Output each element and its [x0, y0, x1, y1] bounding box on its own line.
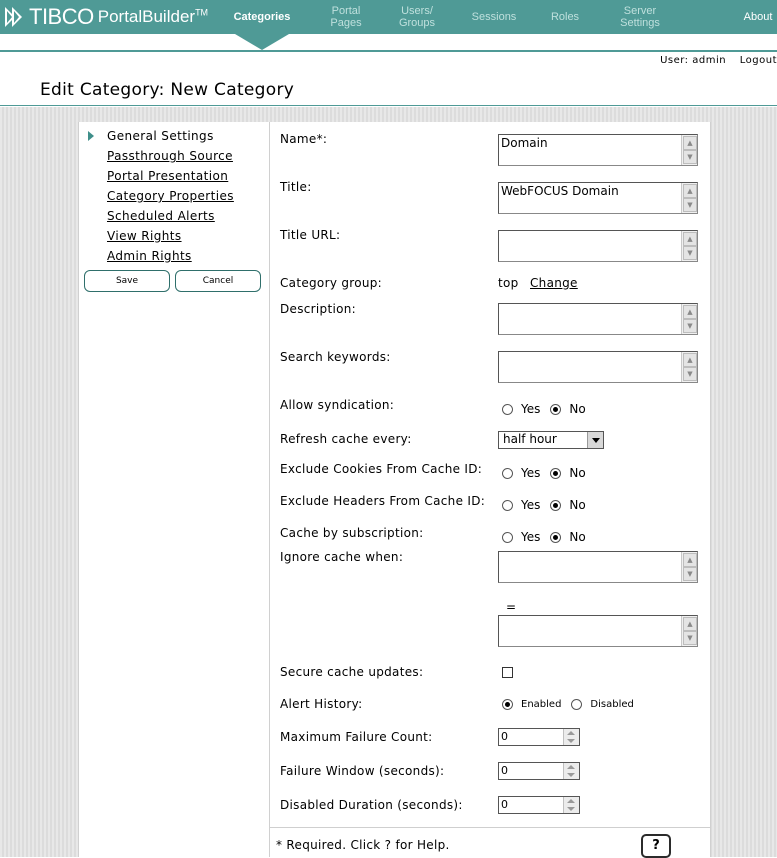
allow-syndication-label: Allow syndication: — [280, 398, 395, 412]
name-scrollbar[interactable] — [681, 135, 697, 165]
exclude-headers-options: Yes No — [502, 498, 596, 512]
scroll-down-icon[interactable]: ▼ — [683, 567, 697, 581]
alert-history-disabled-radio[interactable] — [571, 699, 582, 710]
nav-server-settings[interactable]: Server Settings — [620, 5, 660, 29]
secure-cache-label: Secure cache updates: — [280, 665, 424, 679]
general-settings-form — [269, 122, 711, 857]
refresh-cache-label: Refresh cache every: — [280, 432, 412, 446]
user-info — [650, 55, 777, 66]
cancel-button[interactable]: Cancel — [175, 270, 261, 292]
scroll-down-icon[interactable]: ▼ — [683, 367, 697, 381]
ignore-cache-label: Ignore cache when: — [280, 550, 404, 564]
max-failure-label: Maximum Failure Count: — [280, 730, 433, 744]
scroll-down-icon[interactable]: ▼ — [683, 631, 697, 645]
name-label: Name*: — [280, 132, 328, 146]
help-button[interactable]: ? — [641, 834, 671, 858]
sidebar-item-scheduled-alerts[interactable]: Scheduled Alerts — [107, 209, 215, 223]
search-keywords-field[interactable] — [498, 351, 698, 383]
exclude-headers-no-radio[interactable] — [550, 500, 561, 511]
nav-sessions[interactable]: Sessions — [471, 11, 517, 23]
failure-window-label: Failure Window (seconds): — [280, 764, 445, 778]
secure-cache-checkbox[interactable] — [502, 667, 513, 678]
sidebar-item-admin-rights[interactable]: Admin Rights — [107, 249, 192, 263]
cache-by-subscription-options: Yes No — [502, 530, 596, 544]
stepper-arrows-icon[interactable] — [563, 763, 579, 779]
active-tab-caret-icon — [235, 34, 289, 50]
stepper-arrows-icon[interactable] — [563, 797, 579, 813]
save-button[interactable]: Save — [84, 270, 170, 292]
title-scrollbar[interactable] — [681, 183, 697, 213]
exclude-cookies-label: Exclude Cookies From Cache ID: — [280, 462, 483, 476]
nav-roles[interactable]: Roles — [550, 11, 580, 23]
required-note: * Required. Click ? for Help. — [276, 838, 450, 852]
ignore-cache-scrollbar[interactable] — [681, 552, 697, 582]
allow-syndication-options: Yes No — [502, 402, 596, 416]
sidebar-item-category-properties[interactable]: Category Properties — [107, 189, 234, 203]
top-nav-bar — [0, 0, 777, 34]
title-divider — [0, 105, 777, 106]
equals-sign: = — [506, 600, 517, 614]
page-title: Edit Category: New Category — [40, 80, 295, 100]
sidebar-item-general-settings[interactable]: General Settings — [107, 129, 214, 143]
description-label: Description: — [280, 302, 356, 316]
tibco-mark-icon — [4, 6, 26, 28]
max-failure-stepper[interactable]: 0 — [498, 728, 580, 746]
ignore-cache-equals-field[interactable] — [498, 615, 698, 647]
stepper-arrows-icon[interactable] — [563, 729, 579, 745]
scroll-up-icon[interactable]: ▲ — [683, 136, 697, 150]
exclude-headers-yes-radio[interactable] — [502, 500, 513, 511]
title-url-label: Title URL: — [280, 228, 341, 242]
sidebar — [78, 122, 269, 857]
exclude-cookies-options: Yes No — [502, 466, 596, 480]
ignore-cache-field[interactable] — [498, 551, 698, 583]
chevron-down-icon[interactable] — [587, 432, 603, 448]
allow-syndication-no-radio[interactable] — [550, 404, 561, 415]
exclude-headers-label: Exclude Headers From Cache ID: — [280, 494, 486, 508]
nav-categories[interactable]: Categories — [233, 11, 291, 23]
category-group-label: Category group: — [280, 276, 383, 290]
alert-history-enabled-radio[interactable] — [502, 699, 513, 710]
alert-history-options: Enabled Disabled — [502, 699, 644, 710]
ignore-cache-equals-scrollbar[interactable] — [681, 616, 697, 646]
disabled-duration-label: Disabled Duration (seconds): — [280, 798, 463, 812]
scroll-down-icon[interactable]: ▼ — [683, 198, 697, 212]
exclude-cookies-yes-radio[interactable] — [502, 468, 513, 479]
nav-portal-pages[interactable]: Portal Pages — [330, 5, 362, 29]
disabled-duration-stepper[interactable]: 0 — [498, 796, 580, 814]
search-keywords-label: Search keywords: — [280, 350, 391, 364]
name-field[interactable]: Domain ▲ ▼ — [498, 134, 698, 166]
scroll-down-icon[interactable]: ▼ — [683, 246, 697, 260]
category-group-value: top — [498, 276, 519, 290]
title-url-scrollbar[interactable] — [681, 231, 697, 261]
nav-underline — [0, 34, 777, 52]
description-scrollbar[interactable] — [681, 304, 697, 334]
scroll-up-icon[interactable]: ▲ — [683, 353, 697, 367]
user-label: User: admin — [660, 55, 727, 66]
scroll-down-icon[interactable]: ▼ — [683, 319, 697, 333]
search-keywords-scrollbar[interactable] — [681, 352, 697, 382]
scroll-up-icon[interactable]: ▲ — [683, 184, 697, 198]
sidebar-item-view-rights[interactable]: View Rights — [107, 229, 182, 243]
title-field[interactable]: WebFOCUS Domain ▲ ▼ — [498, 182, 698, 214]
refresh-cache-select[interactable]: half hour — [498, 431, 604, 449]
scroll-up-icon[interactable]: ▲ — [683, 305, 697, 319]
nav-users-groups[interactable]: Users/ Groups — [398, 5, 436, 29]
sidebar-item-passthrough-source[interactable]: Passthrough Source — [107, 149, 233, 163]
cache-by-subscription-label: Cache by subscription: — [280, 526, 424, 540]
failure-window-stepper[interactable]: 0 — [498, 762, 580, 780]
scroll-up-icon[interactable]: ▲ — [683, 553, 697, 567]
description-field[interactable] — [498, 303, 698, 335]
tibco-logo: TIBCO PortalBuilder™ — [4, 4, 208, 30]
title-label: Title: — [280, 180, 312, 194]
sidebar-item-portal-presentation[interactable]: Portal Presentation — [107, 169, 229, 183]
change-category-group-link[interactable]: Change — [530, 276, 578, 290]
cache-by-subscription-yes-radio[interactable] — [502, 532, 513, 543]
form-footer — [270, 827, 710, 858]
logout-link[interactable]: Logout — [739, 55, 777, 66]
cache-by-subscription-no-radio[interactable] — [550, 532, 561, 543]
allow-syndication-yes-radio[interactable] — [502, 404, 513, 415]
current-section-arrow-icon — [88, 131, 94, 141]
alert-history-label: Alert History: — [280, 697, 363, 711]
scroll-down-icon[interactable]: ▼ — [683, 150, 697, 164]
nav-about[interactable]: About — [743, 11, 773, 23]
scroll-up-icon[interactable]: ▲ — [683, 232, 697, 246]
title-url-field[interactable] — [498, 230, 698, 262]
exclude-cookies-no-radio[interactable] — [550, 468, 561, 479]
scroll-up-icon[interactable]: ▲ — [683, 617, 697, 631]
